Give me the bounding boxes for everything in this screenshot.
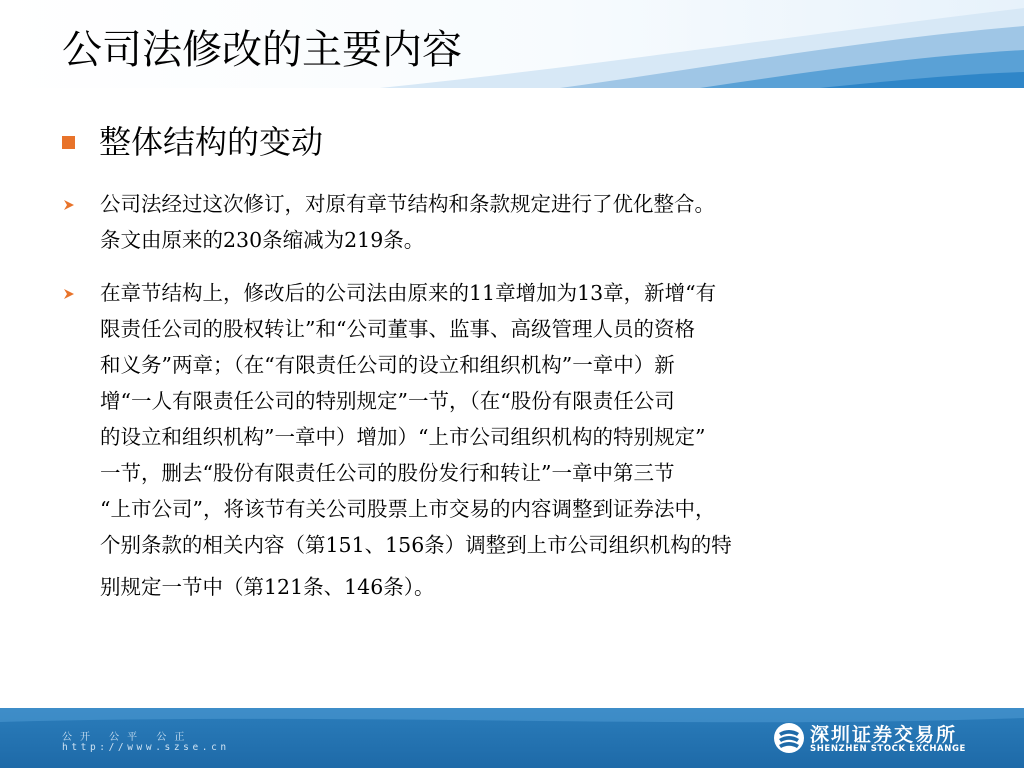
paragraph-line: 限责任公司的股权转让”和“公司董事、监事、高级管理人员的资格 bbox=[100, 317, 695, 341]
section-heading-row bbox=[62, 116, 323, 168]
arrow-bullet-icon bbox=[62, 287, 76, 301]
slide-footer bbox=[0, 708, 1024, 768]
paragraph-line: 别规定一节中（第121条、146条）。 bbox=[100, 575, 435, 599]
paragraph-line: 公司法经过这次修订，对原有章节结构和条款规定进行了优化整合。 bbox=[100, 192, 715, 216]
paragraph-line: 一节，删去“股份有限责任公司的股份发行和转让”一章中第三节 bbox=[100, 461, 675, 485]
paragraph-line: 个别条款的相关内容（第151、156条）调整到上市公司组织机构的特 bbox=[100, 533, 732, 557]
paragraph-line: 条文由原来的230条缩减为219条。 bbox=[100, 228, 425, 252]
section-heading: 整体结构的变动 bbox=[99, 123, 324, 161]
exchange-name-en: SHENZHEN STOCK EXCHANGE bbox=[810, 744, 966, 754]
paragraph-structure-optimization bbox=[100, 186, 1000, 258]
footer-url: http://www.szse.cn bbox=[62, 742, 230, 753]
slide-title: 公司法修改的主要内容 bbox=[62, 27, 462, 73]
szse-logo-icon bbox=[773, 722, 805, 754]
paragraph-line: “上市公司”，将该节有关公司股票上市交易的内容调整到证券法中， bbox=[100, 497, 716, 521]
square-bullet-icon bbox=[62, 136, 75, 149]
slide-header bbox=[0, 0, 1024, 88]
footer-motto: 公开 公平 公正 bbox=[62, 732, 193, 743]
arrow-bullet-icon bbox=[62, 198, 76, 212]
paragraph-line: 增“一人有限责任公司的特别规定”一节，（在“股份有限责任公司 bbox=[100, 389, 675, 413]
paragraph-chapter-changes bbox=[100, 275, 1000, 605]
paragraph-line: 在章节结构上，修改后的公司法由原来的11章增加为13章，新增“有 bbox=[100, 281, 717, 305]
exchange-name-cn: 深圳证券交易所 bbox=[810, 724, 958, 746]
paragraph-line: 和义务”两章；（在“有限责任公司的设立和组织机构”一章中）新 bbox=[100, 353, 675, 377]
paragraph-line: 的设立和组织机构”一章中）增加）“上市公司组织机构的特别规定” bbox=[100, 425, 706, 449]
